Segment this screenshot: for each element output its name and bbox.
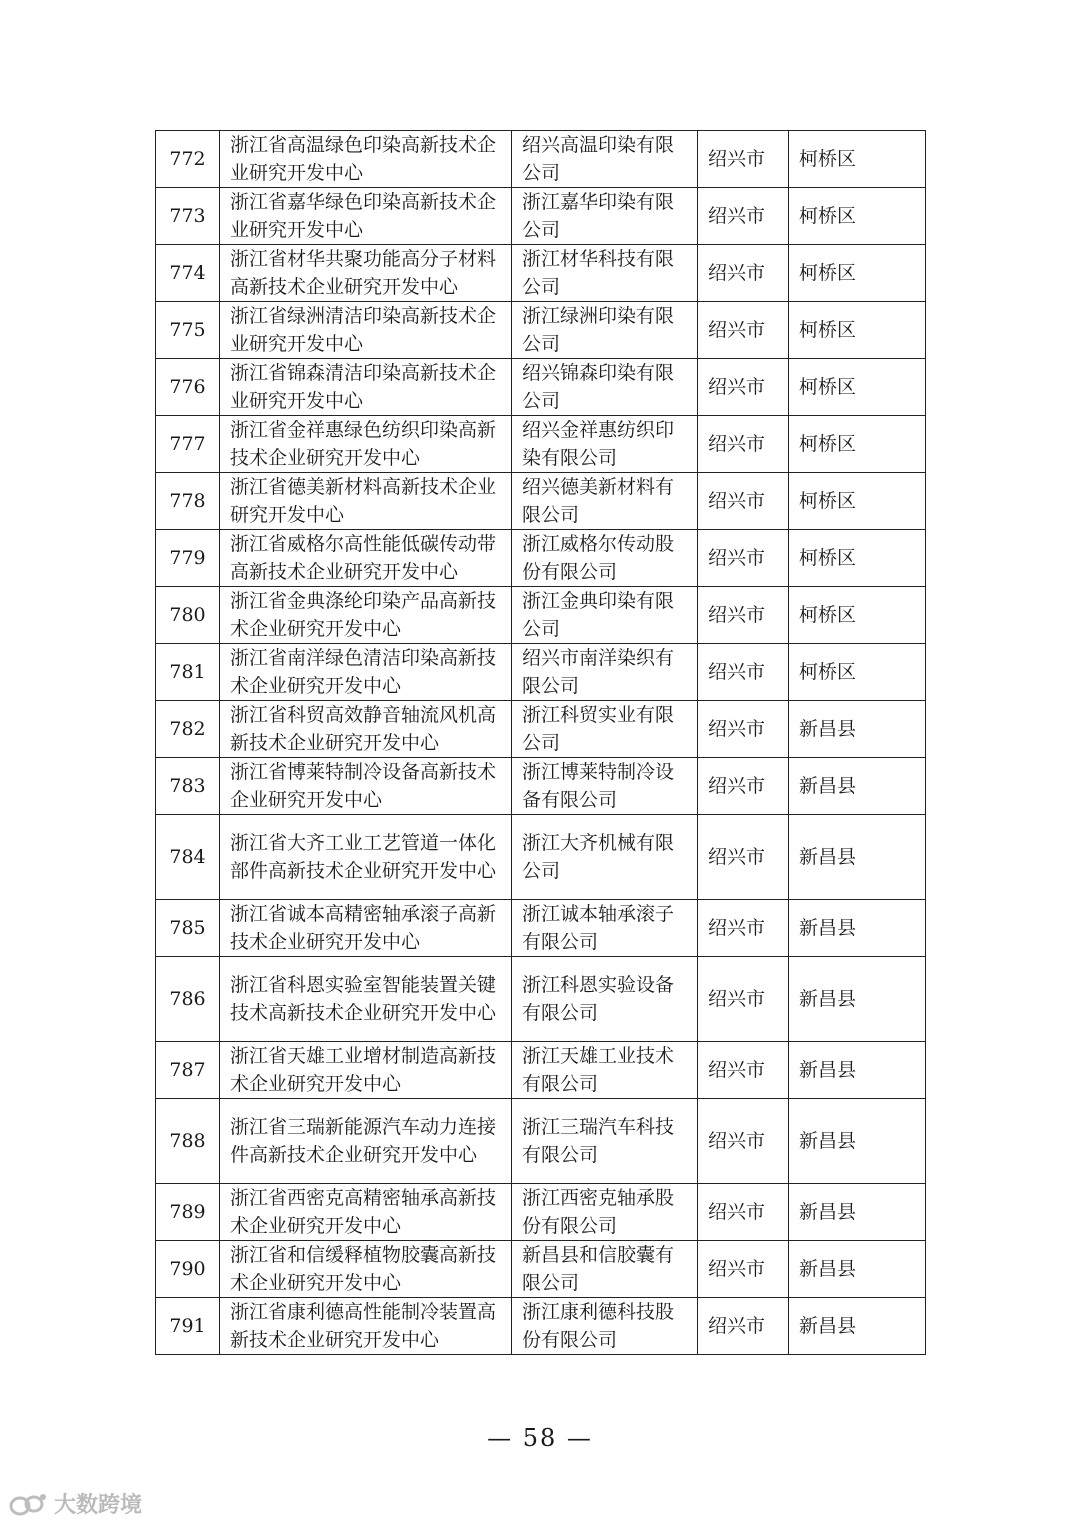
- table-row: [156, 245, 926, 302]
- company-name: 浙江大齐机械有限公司: [512, 815, 698, 900]
- city: 绍兴市: [698, 587, 789, 644]
- center-name: 浙江省威格尔高性能低碳传动带高新技术企业研究开发中心: [220, 530, 512, 587]
- watermark: [8, 1488, 142, 1519]
- table-row: [156, 1241, 926, 1298]
- company-name: 浙江康利德科技股份有限公司: [512, 1298, 698, 1355]
- company-name: 浙江金典印染有限公司: [512, 587, 698, 644]
- city: 绍兴市: [698, 758, 789, 815]
- district: 新昌县: [789, 900, 926, 957]
- table-row: [156, 644, 926, 701]
- city: 绍兴市: [698, 900, 789, 957]
- company-name: 浙江科贸实业有限公司: [512, 701, 698, 758]
- company-name: 浙江天雄工业技术有限公司: [512, 1042, 698, 1099]
- district: 新昌县: [789, 1184, 926, 1241]
- city: 绍兴市: [698, 1241, 789, 1298]
- company-name: 绍兴市南洋染织有限公司: [512, 644, 698, 701]
- city: 绍兴市: [698, 416, 789, 473]
- city: 绍兴市: [698, 188, 789, 245]
- company-name: 绍兴德美新材料有限公司: [512, 473, 698, 530]
- row-number: 789: [156, 1184, 220, 1241]
- city: 绍兴市: [698, 245, 789, 302]
- company-name: 绍兴高温印染有限公司: [512, 131, 698, 188]
- city: 绍兴市: [698, 1184, 789, 1241]
- city: 绍兴市: [698, 359, 789, 416]
- table-row: [156, 359, 926, 416]
- row-number: 776: [156, 359, 220, 416]
- center-name: 浙江省西密克高精密轴承高新技术企业研究开发中心: [220, 1184, 512, 1241]
- company-name: 浙江材华科技有限公司: [512, 245, 698, 302]
- table-row: [156, 1042, 926, 1099]
- company-name: 浙江诚本轴承滚子有限公司: [512, 900, 698, 957]
- center-name: 浙江省和信缓释植物胶囊高新技术企业研究开发中心: [220, 1241, 512, 1298]
- city: 绍兴市: [698, 1099, 789, 1184]
- center-name: 浙江省天雄工业增材制造高新技术企业研究开发中心: [220, 1042, 512, 1099]
- table-row: [156, 957, 926, 1042]
- center-name: 浙江省金典涤纶印染产品高新技术企业研究开发中心: [220, 587, 512, 644]
- company-name: 浙江威格尔传动股份有限公司: [512, 530, 698, 587]
- table-row: [156, 131, 926, 188]
- center-name: 浙江省诚本高精密轴承滚子高新技术企业研究开发中心: [220, 900, 512, 957]
- row-number: 775: [156, 302, 220, 359]
- table-row: [156, 587, 926, 644]
- center-name: 浙江省大齐工业工艺管道一体化部件高新技术企业研究开发中心: [220, 815, 512, 900]
- row-number: 788: [156, 1099, 220, 1184]
- table-row: [156, 416, 926, 473]
- table-row: [156, 1099, 926, 1184]
- row-number: 790: [156, 1241, 220, 1298]
- center-name: 浙江省科贸高效静音轴流风机高新技术企业研究开发中心: [220, 701, 512, 758]
- district: 柯桥区: [789, 473, 926, 530]
- district: 柯桥区: [789, 188, 926, 245]
- center-name: 浙江省南洋绿色清洁印染高新技术企业研究开发中心: [220, 644, 512, 701]
- district: 柯桥区: [789, 530, 926, 587]
- city: 绍兴市: [698, 1042, 789, 1099]
- company-name: 绍兴金祥惠纺织印染有限公司: [512, 416, 698, 473]
- row-number: 777: [156, 416, 220, 473]
- row-number: 781: [156, 644, 220, 701]
- district: 柯桥区: [789, 644, 926, 701]
- city: 绍兴市: [698, 530, 789, 587]
- center-name: 浙江省科恩实验室智能装置关键技术高新技术企业研究开发中心: [220, 957, 512, 1042]
- center-name: 浙江省嘉华绿色印染高新技术企业研究开发中心: [220, 188, 512, 245]
- center-list-table: [155, 130, 926, 1355]
- table-row: [156, 815, 926, 900]
- company-name: 浙江嘉华印染有限公司: [512, 188, 698, 245]
- table-row: [156, 473, 926, 530]
- table-row: [156, 530, 926, 587]
- district: 新昌县: [789, 957, 926, 1042]
- company-name: 新昌县和信胶囊有限公司: [512, 1241, 698, 1298]
- center-name: 浙江省三瑞新能源汽车动力连接件高新技术企业研究开发中心: [220, 1099, 512, 1184]
- company-name: 浙江科恩实验设备有限公司: [512, 957, 698, 1042]
- district: 柯桥区: [789, 131, 926, 188]
- district: 新昌县: [789, 815, 926, 900]
- row-number: 772: [156, 131, 220, 188]
- table-row: [156, 900, 926, 957]
- center-name: 浙江省锦森清洁印染高新技术企业研究开发中心: [220, 359, 512, 416]
- district: 新昌县: [789, 701, 926, 758]
- company-name: 浙江三瑞汽车科技有限公司: [512, 1099, 698, 1184]
- district: 新昌县: [789, 1241, 926, 1298]
- city: 绍兴市: [698, 644, 789, 701]
- city: 绍兴市: [698, 957, 789, 1042]
- center-name: 浙江省高温绿色印染高新技术企业研究开发中心: [220, 131, 512, 188]
- city: 绍兴市: [698, 473, 789, 530]
- center-name: 浙江省博莱特制冷设备高新技术企业研究开发中心: [220, 758, 512, 815]
- row-number: 779: [156, 530, 220, 587]
- district: 柯桥区: [789, 302, 926, 359]
- city: 绍兴市: [698, 1298, 789, 1355]
- page-number: — 58 —: [487, 1424, 593, 1452]
- center-name: 浙江省德美新材料高新技术企业研究开发中心: [220, 473, 512, 530]
- row-number: 780: [156, 587, 220, 644]
- row-number: 786: [156, 957, 220, 1042]
- row-number: 782: [156, 701, 220, 758]
- center-name: 浙江省材华共聚功能高分子材料高新技术企业研究开发中心: [220, 245, 512, 302]
- company-name: 浙江西密克轴承股份有限公司: [512, 1184, 698, 1241]
- table-row: [156, 302, 926, 359]
- row-number: 773: [156, 188, 220, 245]
- table-row: [156, 1298, 926, 1355]
- district: 柯桥区: [789, 587, 926, 644]
- district: 新昌县: [789, 758, 926, 815]
- district: 新昌县: [789, 1042, 926, 1099]
- city: 绍兴市: [698, 815, 789, 900]
- company-name: 浙江博莱特制冷设备有限公司: [512, 758, 698, 815]
- city: 绍兴市: [698, 302, 789, 359]
- city: 绍兴市: [698, 701, 789, 758]
- center-name: 浙江省金祥惠绿色纺织印染高新技术企业研究开发中心: [220, 416, 512, 473]
- city: 绍兴市: [698, 131, 789, 188]
- center-name: 浙江省绿洲清洁印染高新技术企业研究开发中心: [220, 302, 512, 359]
- row-number: 774: [156, 245, 220, 302]
- row-number: 785: [156, 900, 220, 957]
- district: 新昌县: [789, 1099, 926, 1184]
- district: 柯桥区: [789, 245, 926, 302]
- row-number: 791: [156, 1298, 220, 1355]
- district: 柯桥区: [789, 359, 926, 416]
- table-row: [156, 701, 926, 758]
- logo-icon: [8, 1491, 48, 1517]
- table-row: [156, 1184, 926, 1241]
- watermark-text: 大数跨境: [54, 1493, 143, 1518]
- table-row: [156, 758, 926, 815]
- row-number: 787: [156, 1042, 220, 1099]
- company-name: 绍兴锦森印染有限公司: [512, 359, 698, 416]
- row-number: 778: [156, 473, 220, 530]
- center-name: 浙江省康利德高性能制冷装置高新技术企业研究开发中心: [220, 1298, 512, 1355]
- row-number: 783: [156, 758, 220, 815]
- company-name: 浙江绿洲印染有限公司: [512, 302, 698, 359]
- center-list-table-container: [155, 130, 925, 1355]
- district: 新昌县: [789, 1298, 926, 1355]
- row-number: 784: [156, 815, 220, 900]
- district: 柯桥区: [789, 416, 926, 473]
- table-row: [156, 188, 926, 245]
